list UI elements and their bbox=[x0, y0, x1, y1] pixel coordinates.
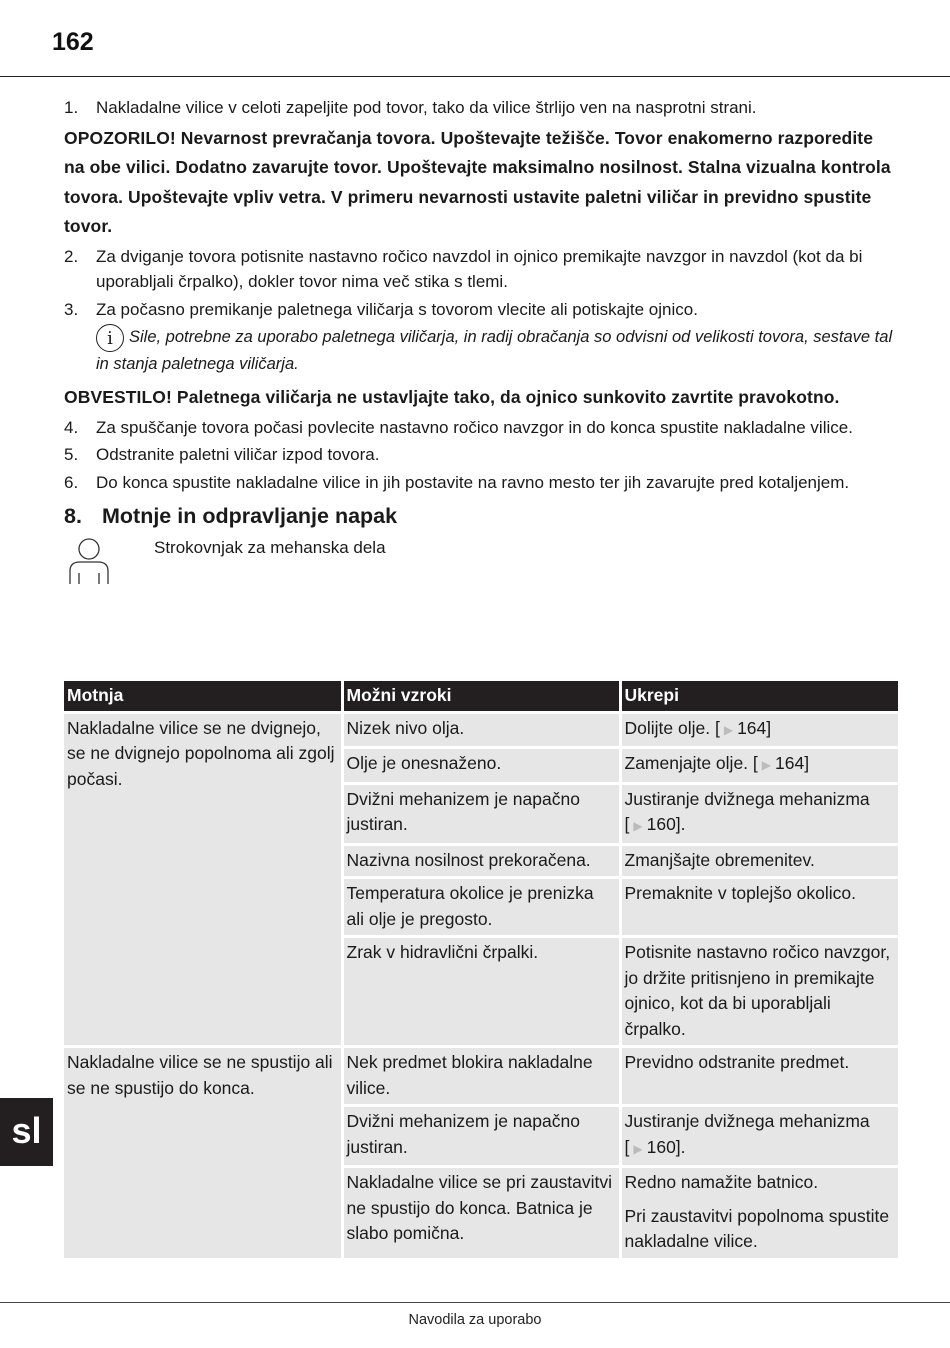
troubleshooting-table bbox=[64, 681, 898, 1258]
step-number: 1. bbox=[64, 98, 79, 117]
header-rule bbox=[0, 76, 950, 77]
fix-line: Redno namažite batnico. bbox=[624, 1172, 819, 1192]
column-header: Ukrepi bbox=[620, 681, 898, 712]
cause-cell: Dvižni mehanizem je napačno justiran. bbox=[342, 1106, 620, 1167]
list-item bbox=[64, 470, 898, 496]
role-block bbox=[64, 533, 898, 591]
step-text: Za počasno premikanje paletnega viličarja s tovorom vlecite ali potiskajte ojnico. bbox=[96, 299, 698, 319]
fix-cell: Dolijte olje. [ ▶ 164] bbox=[620, 712, 898, 748]
notice-block bbox=[64, 383, 898, 413]
fix-cell: Zamenjajte olje. [ ▶ 164] bbox=[620, 748, 898, 784]
notice-text: Paletnega viličarja ne ustavljajte tako, da ojnico sunkovito zavrtite pravokotno. bbox=[171, 387, 840, 407]
fix-cell: Justiranje dvižnega mehanizma [ ▶ 160]. bbox=[620, 783, 898, 844]
list-item bbox=[64, 415, 898, 441]
page-number: 162 bbox=[52, 28, 94, 56]
fix-cell: Potisnite nastavno ročico navzgor, jo držite pritisnjeno in premikajte ojnico, kot da bi uporabljali črpalko. bbox=[620, 937, 898, 1047]
fix-cell: Premaknite v toplejšo okolico. bbox=[620, 878, 898, 937]
step-text: Do konca spustite nakladalne vilice in jih postavite na ravno mesto ter jih zavarujte pred kotaljenjem. bbox=[96, 472, 850, 492]
fault-cell: Nakladalne vilice se ne spustijo ali se ne spustijo do konca. bbox=[64, 1047, 342, 1258]
step-number: 2. bbox=[64, 246, 79, 266]
cause-cell: Nizek nivo olja. bbox=[342, 712, 620, 748]
page-ref: 164] bbox=[775, 753, 810, 773]
footer-text: Navodila za uporabo bbox=[408, 1312, 542, 1328]
fix-cell: Zmanjšajte obremenitev. bbox=[620, 844, 898, 878]
fault-cell: Nakladalne vilice se ne dvignejo, se ne dvignejo popolnoma ali zgolj počasi. bbox=[64, 712, 342, 1047]
arrow-icon: ▶ bbox=[723, 722, 734, 737]
page-ref: 164] bbox=[737, 717, 772, 738]
info-note bbox=[96, 324, 898, 377]
arrow-icon: ▶ bbox=[761, 758, 771, 772]
warning-text: Nevarnost prevračanja tovora. Upoštevajte težišče. Tovor enakomerno razporedite na obe vilici. Dodatno zavarujte tovor. Upoštevajte maksimalno nosilnost. Stalna vizualna kontrola tovora. Upoštevajte vpliv vetra. V primeru nevarnosti ustavite paletni viličar in previdno spustite tovor. bbox=[64, 127, 891, 236]
step-number: 4. bbox=[64, 417, 79, 437]
person-icon bbox=[68, 537, 110, 585]
cause-cell: Nazivna nosilnost prekoračena. bbox=[342, 844, 620, 878]
step-number: 3. bbox=[64, 299, 79, 319]
section-number: 8. bbox=[64, 504, 82, 528]
column-header: Možni vzroki bbox=[342, 681, 620, 712]
cause-cell: Nakladalne vilice se pri zaustavitvi ne spustijo do konca. Batnica je slabo pomična. bbox=[342, 1167, 620, 1258]
info-text: Sile, potrebne za uporabo paletnega viličarja, in radij obračanja so odvisni od velikosti tovora, sestave tal in stanja paletnega viličarja. bbox=[96, 328, 893, 373]
table-header-row bbox=[64, 681, 898, 712]
cause-cell: Zrak v hidravlični črpalki. bbox=[342, 937, 620, 1047]
cause-cell: Olje je onesnaženo. bbox=[342, 748, 620, 784]
cause-cell: Dvižni mehanizem je napačno justiran. bbox=[342, 783, 620, 844]
section-title: Motnje in odpravljanje napak bbox=[102, 504, 398, 528]
warning-block bbox=[64, 124, 898, 242]
footer-rule bbox=[0, 1302, 950, 1303]
fix-cell bbox=[620, 1167, 898, 1258]
step-number: 6. bbox=[64, 472, 79, 492]
column-header: Motnja bbox=[64, 681, 342, 712]
fix-line: Pri zaustavitvi popolnoma spustite nakladalne vilice. bbox=[624, 1205, 890, 1251]
language-tab: sl bbox=[0, 1098, 53, 1166]
table-row bbox=[64, 712, 898, 748]
step-text: Za dviganje tovora potisnite nastavno ročico navzdol in ojnico premikajte navzgor in navzdol (kot da bi uporabljali črpalko), dokler tovor nima več stika s tlemi. bbox=[96, 246, 863, 291]
cause-cell: Temperatura okolice je prenizka ali olje je pregosto. bbox=[342, 878, 620, 937]
page-ref: 160]. bbox=[646, 814, 686, 834]
table-row bbox=[64, 1047, 898, 1106]
step-text: Nakladalne vilice v celoti zapeljite pod tovor, tako da vilice štrlijo ven na nasprotni strani. bbox=[96, 98, 757, 117]
step-number: 5. bbox=[64, 445, 79, 464]
list-item bbox=[64, 297, 898, 323]
page-ref: 160]. bbox=[646, 1136, 686, 1157]
step-text: Za spuščanje tovora počasi povlecite nastavno ročico navzgor in do konca spustite nakladalne vilice. bbox=[96, 417, 853, 437]
section-heading bbox=[64, 501, 898, 531]
list-item bbox=[64, 442, 898, 468]
fix-cell: Justiranje dvižnega mehanizma [ ▶ 160]. bbox=[620, 1106, 898, 1167]
arrow-icon: ▶ bbox=[633, 819, 643, 833]
warning-label: OPOZORILO! bbox=[64, 127, 176, 148]
page-content bbox=[64, 95, 898, 591]
step-text: Odstranite paletni viličar izpod tovora. bbox=[96, 445, 380, 464]
list-item bbox=[64, 244, 898, 295]
list-item bbox=[64, 95, 898, 121]
cause-cell: Nek predmet blokira nakladalne vilice. bbox=[342, 1047, 620, 1106]
arrow-icon: ▶ bbox=[633, 1141, 643, 1156]
fix-cell: Previdno odstranite predmet. bbox=[620, 1047, 898, 1106]
notice-label: OBVESTILO! bbox=[64, 387, 172, 407]
info-icon: i bbox=[96, 324, 124, 352]
role-text: Strokovnjak za mehanska dela bbox=[154, 538, 386, 557]
